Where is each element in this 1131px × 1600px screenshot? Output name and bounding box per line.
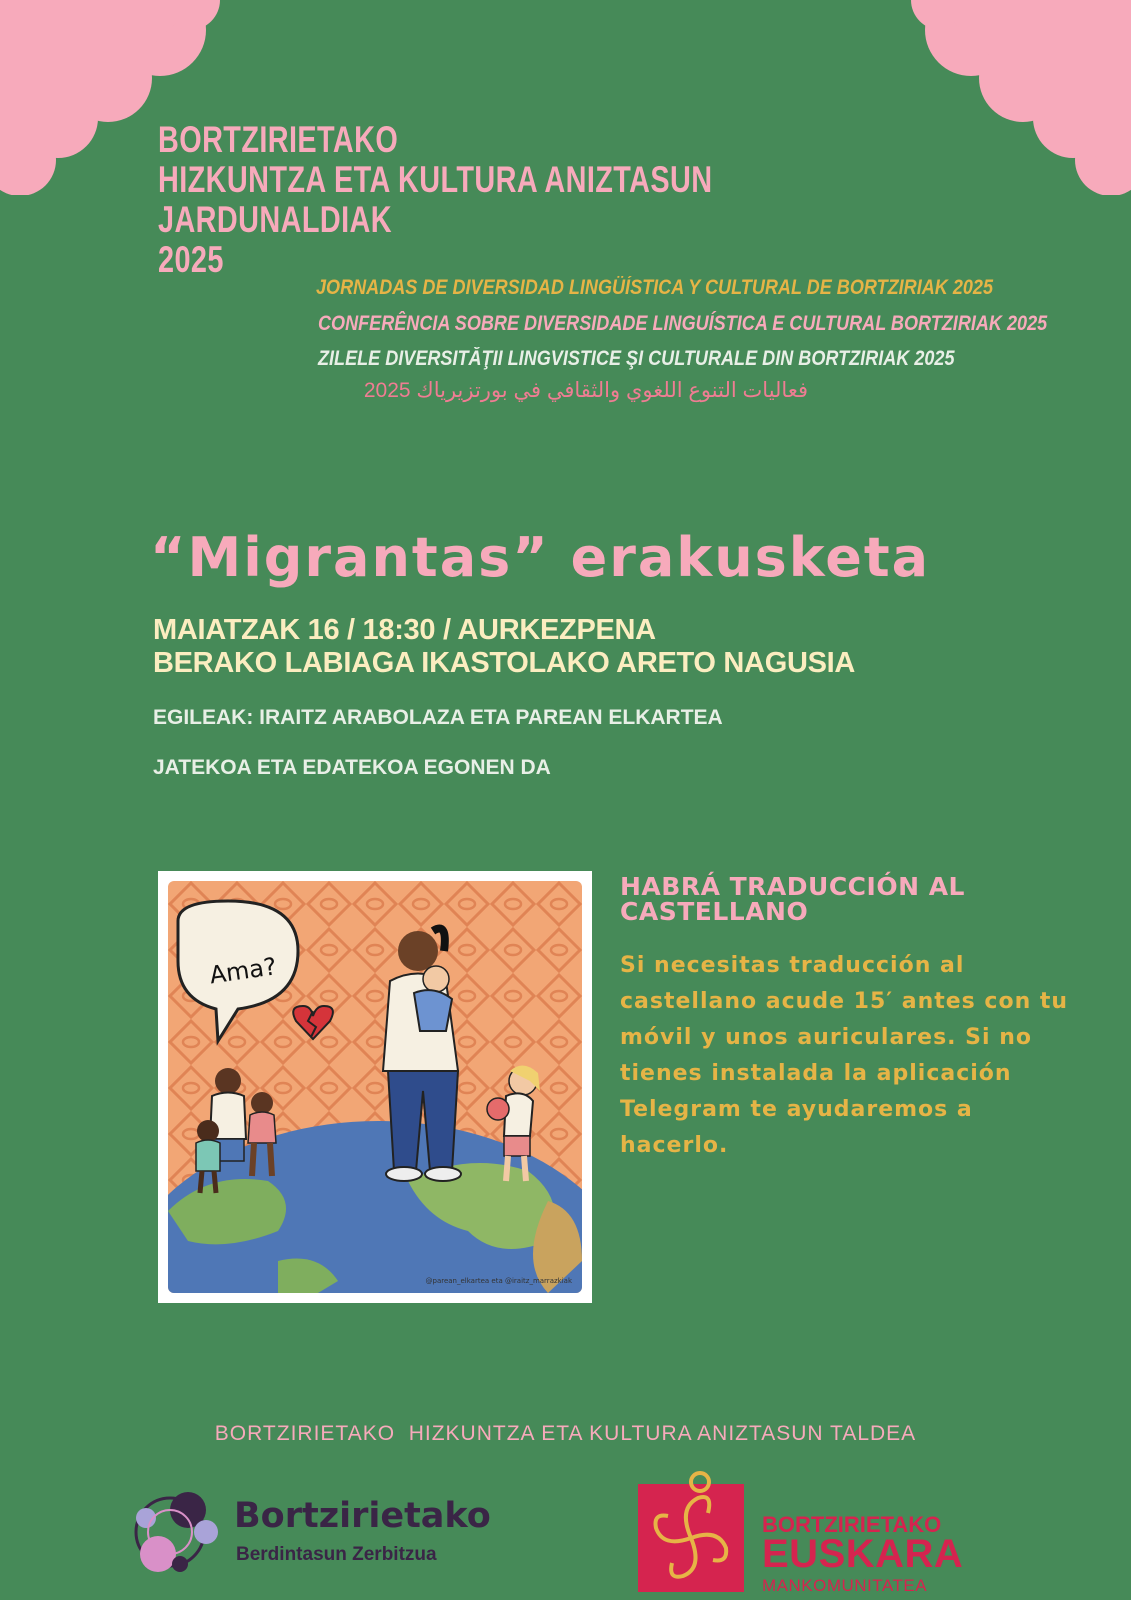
logo-right-line-3: MANKOMUNITATEA bbox=[762, 1576, 928, 1595]
berdintasun-logo-icon bbox=[130, 1482, 230, 1578]
speech-bubble-text: Ama? bbox=[207, 952, 279, 990]
translation-body-line-5: Telegram te ayudaremos a bbox=[620, 1097, 973, 1122]
translation-title bbox=[620, 874, 1000, 924]
footer-organizer-text: BORTZIRIETAKO HIZKUNTZA ETA KULTURA ANIZTASUN TALDEA bbox=[214, 1422, 917, 1445]
translation-body-line-2: castellano acude 15′ antes con tu bbox=[620, 989, 1069, 1014]
main-title bbox=[158, 120, 712, 280]
translation-title-line-2: CASTELLANO bbox=[620, 897, 809, 926]
logo-left-name: Bortzirietako bbox=[234, 1496, 491, 1536]
illustration-drawing-icon bbox=[168, 881, 582, 1293]
logo-euskara-mankomunitatea bbox=[638, 1468, 978, 1595]
translation-body-line-3: móvil y unos auriculares. Si no bbox=[620, 1025, 1033, 1050]
event-food-note: JATEKOA ETA EDATEKOA EGONEN DA bbox=[153, 756, 551, 779]
event-details bbox=[153, 614, 855, 680]
logo-left-service: Berdintasun Zerbitzua bbox=[236, 1544, 437, 1565]
subtitle-portuguese: CONFERÊNCIA SOBRE DIVERSIDADE LINGUÍSTICA E CULTURAL BORTZIRIAK 2025 bbox=[318, 312, 1048, 335]
logo-right-line-1: BORTZIRIETAKO bbox=[762, 1512, 942, 1537]
footer-organizer bbox=[0, 1422, 1131, 1446]
event-title: “Migrantas” erakusketa bbox=[150, 526, 931, 589]
logo-right-line-2: EUSKARA bbox=[762, 1532, 964, 1576]
subtitle-spanish: JORNADAS DE DIVERSIDAD LINGÜÍSTICA Y CULTURAL DE BORTZIRIAK 2025 bbox=[316, 276, 994, 299]
translation-body-line-4: tienes instalada la aplicación bbox=[620, 1061, 1012, 1086]
illustration-credit: @parean_elkartea eta @iraitz_marrazkiak bbox=[425, 1277, 572, 1285]
main-title-line-3: JARDUNALDIAK bbox=[158, 199, 392, 240]
main-title-line-2: HIZKUNTZA ETA KULTURA ANIZTASUN bbox=[158, 159, 713, 200]
translation-body-line-1: Si necesitas traducción al bbox=[620, 953, 965, 978]
main-title-line-1: BORTZIRIETAKO bbox=[158, 119, 399, 160]
translation-title-line-1: HABRÁ TRADUCCIÓN AL bbox=[620, 872, 965, 901]
event-date-line: MAIATZAK 16 / 18:30 / AURKEZPENA bbox=[153, 614, 656, 646]
exhibition-illustration bbox=[158, 871, 592, 1303]
lauburu-logo-icon bbox=[638, 1468, 748, 1592]
translation-body-line-6: hacerlo. bbox=[620, 1133, 729, 1158]
corner-flower-right-icon bbox=[911, 0, 1131, 195]
subtitle-romanian: ZILELE DIVERSITĂŢII LINGVISTICE ŞI CULTURALE DIN BORTZIRIAK 2025 bbox=[318, 347, 955, 370]
translation-body bbox=[620, 948, 1080, 1164]
main-title-line-4: 2025 bbox=[158, 239, 224, 280]
event-authors: EGILEAK: IRAITZ ARABOLAZA ETA PAREAN ELKARTEA bbox=[153, 706, 723, 729]
subtitle-arabic: فعاليات التنوع اللغوي والثقافي في بورتزيرياك 2025 bbox=[363, 379, 808, 402]
event-venue-line: BERAKO LABIAGA IKASTOLAKO ARETO NAGUSIA bbox=[153, 647, 856, 679]
logo-berdintasun bbox=[130, 1482, 490, 1578]
